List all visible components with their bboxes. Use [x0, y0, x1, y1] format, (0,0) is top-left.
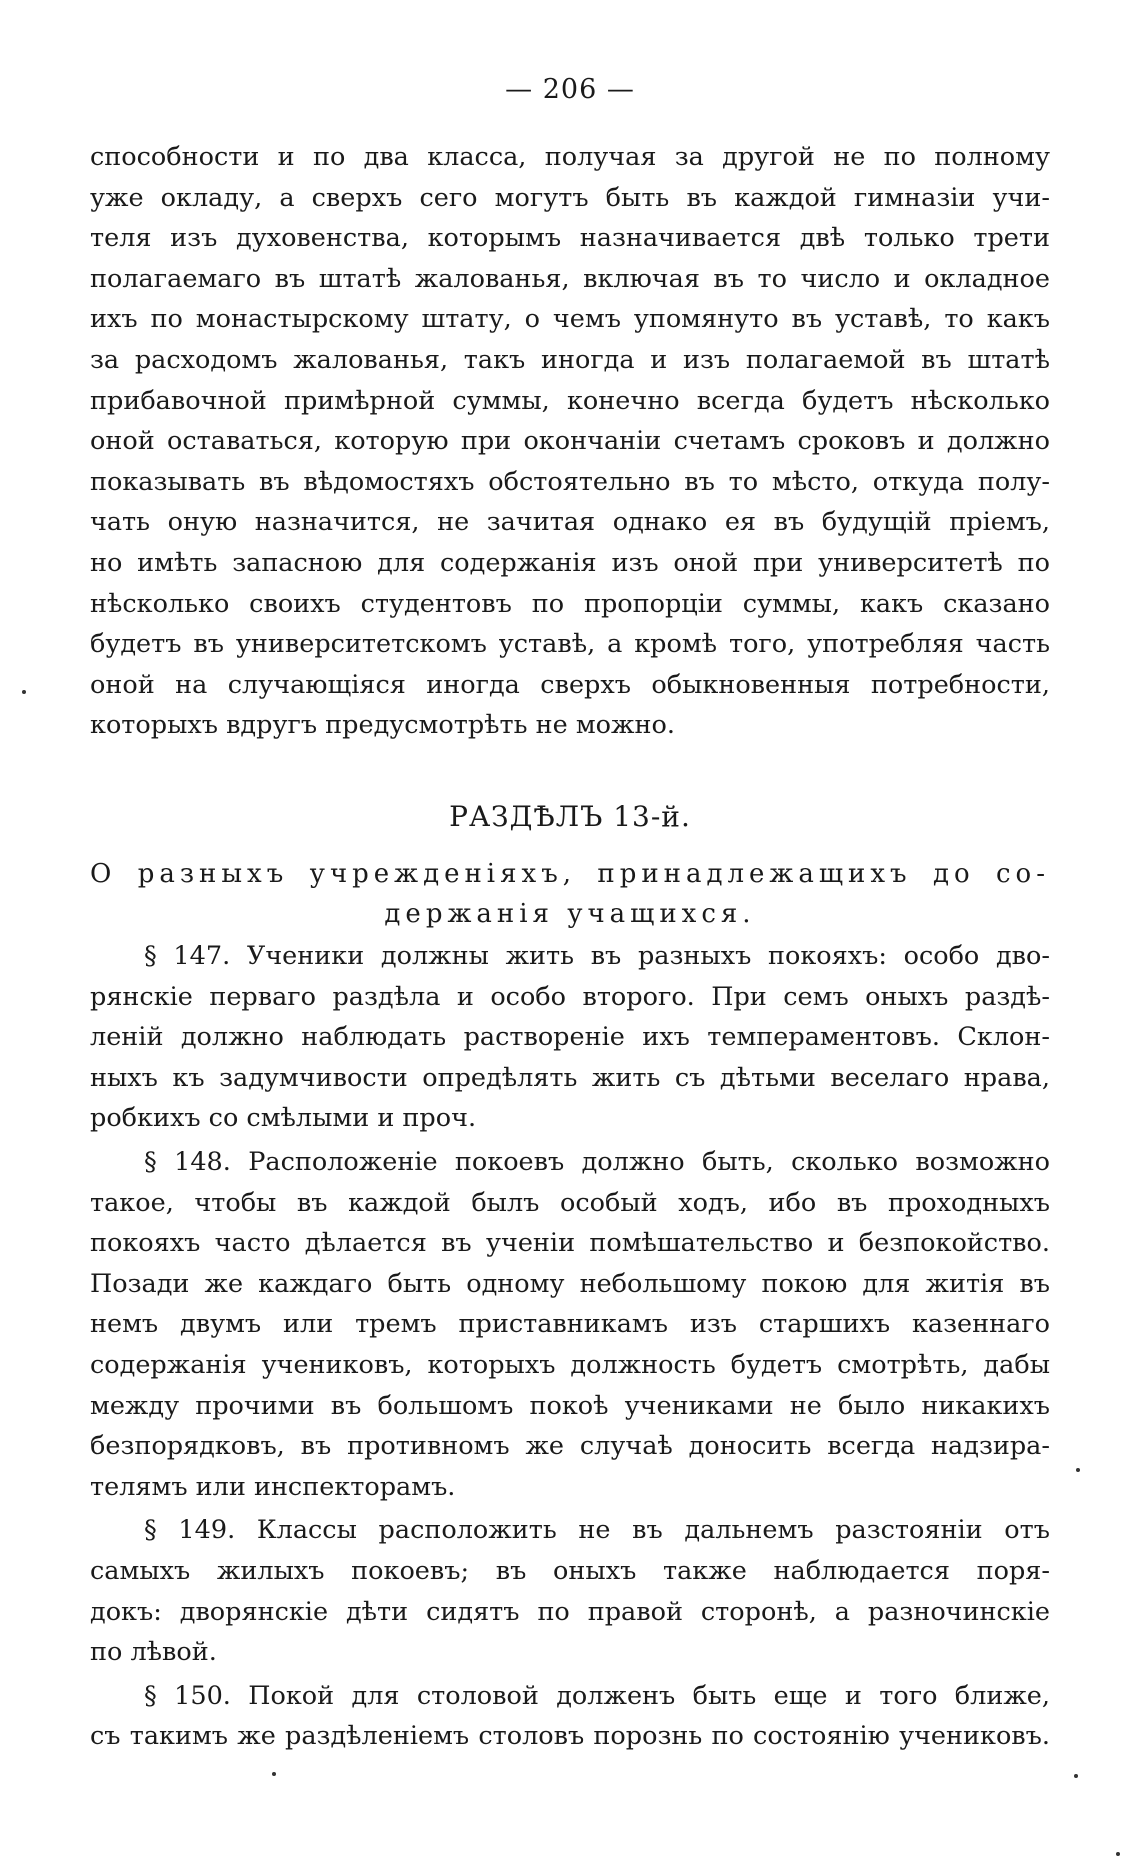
page-number: — 206 — — [505, 74, 635, 105]
text-line: ныхъ къ задумчивости опредѣлять жить съ дѣтьми веселаго нрава, — [90, 1062, 1050, 1093]
text-line: которыхъ вдругъ предусмотрѣть не можно. — [90, 710, 675, 741]
text-line: но имѣть запасною для содержанія изъ оной при университетѣ по — [90, 547, 1050, 578]
text-line: § 149. Классы расположить не въ дальнемъ разстояніи отъ — [144, 1515, 1050, 1546]
paragraph-150 — [90, 1676, 1050, 1757]
text-line: между прочими въ большомъ покоѣ учениками не было никакихъ — [90, 1390, 1050, 1421]
text-line: полагаемаго въ штатѣ жалованья, включая въ то число и окладное — [90, 263, 1050, 294]
text-line: чать оную назначится, не зачитая однако ея въ будущій пріемъ, — [90, 507, 1050, 538]
text-line: такое, чтобы въ каждой былъ особый ходъ, ибо въ проходныхъ — [90, 1187, 1050, 1218]
text-line: телямъ или инспекторамъ. — [90, 1471, 456, 1502]
intro-text — [90, 137, 1050, 746]
text-line: Позади же каждаго быть одному небольшому покою для житія въ — [90, 1268, 1050, 1299]
subtitle-line: держанія учащихся. — [384, 899, 756, 929]
text-line: нѣсколько своихъ студентовъ по пропорціи суммы, какъ сказано — [90, 588, 1050, 619]
text-line: содержанія учениковъ, которыхъ должность будетъ смотрѣть, дабы — [90, 1349, 1050, 1380]
section-title: РАЗДѢЛЪ 13-й. — [449, 800, 691, 833]
text-line: безпорядковъ, въ противномъ же случаѣ доносить всегда надзира- — [90, 1431, 1050, 1462]
scan-speck — [1074, 1774, 1078, 1778]
text-line: ихъ по монастырскому штату, о чемъ упомянуто въ уставѣ, то какъ — [90, 304, 1050, 335]
text-line: оной на случающіяся иногда сверхъ обыкновенныя потребности, — [90, 669, 1050, 700]
text-line: немъ двумъ или тремъ приставникамъ изъ старшихъ казеннаго — [90, 1309, 1050, 1340]
text-line: § 150. Покой для столовой долженъ быть еще и того ближе, — [144, 1680, 1050, 1711]
text-line: прибавочной примѣрной суммы, конечно всегда будетъ нѣсколько — [90, 385, 1050, 416]
text-line: докъ: дворянскіе дѣти сидятъ по правой сторонѣ, а разночинскіе — [90, 1596, 1050, 1627]
section-paragraphs — [90, 936, 1050, 1757]
text-line: будетъ въ университетскомъ уставѣ, а кромѣ того, употребляя часть — [90, 629, 1050, 660]
scan-speck — [1116, 1852, 1120, 1856]
paragraph-148 — [90, 1142, 1050, 1507]
scan-speck — [1076, 1468, 1080, 1472]
text-line: по лѣвой. — [90, 1637, 217, 1668]
text-line: покояхъ часто дѣлается въ ученіи помѣшательство и безпокойство. — [90, 1228, 1050, 1259]
text-line: съ такимъ же раздѣленіемъ столовъ порознь по состоянію учениковъ. — [90, 1721, 1050, 1752]
text-line: уже окладу, а сверхъ сего могутъ быть въ каждой гимназіи учи- — [90, 182, 1050, 213]
paragraph-147 — [90, 936, 1050, 1139]
text-line: теля изъ духовенства, которымъ назначивается двѣ только трети — [90, 223, 1050, 254]
section-subtitle — [90, 854, 1050, 934]
text-line: способности и по два класса, получая за другой не по полному — [90, 142, 1050, 172]
text-line: робкихъ со смѣлыми и проч. — [90, 1103, 477, 1134]
text-line: самыхъ жилыхъ покоевъ; въ оныхъ также наблюдается поря- — [90, 1555, 1050, 1586]
paragraph-149 — [90, 1510, 1050, 1672]
text-line: за расходомъ жалованья, такъ иногда и изъ полагаемой въ штатѣ — [90, 344, 1050, 375]
subtitle-line: О разныхъ учрежденіяхъ, принадлежащихъ до со- — [90, 859, 1050, 889]
scan-speck — [22, 690, 26, 694]
text-line: рянскіе перваго раздѣла и особо второго. При семъ оныхъ раздѣ- — [90, 981, 1050, 1012]
text-line: § 147. Ученики должны жить въ разныхъ покояхъ: особо дво- — [144, 941, 1050, 971]
text-line: леній должно наблюдать раствореніе ихъ темпераментовъ. Склон- — [90, 1022, 1050, 1053]
scan-speck — [272, 1772, 276, 1776]
text-line: § 148. Расположеніе покоевъ должно быть, сколько возможно — [144, 1146, 1050, 1177]
text-line: оной оставаться, которую при окончаніи счетамъ сроковъ и должно — [90, 426, 1050, 457]
text-line: показывать въ вѣдомостяхъ обстоятельно въ то мѣсто, откуда полу- — [90, 466, 1050, 497]
